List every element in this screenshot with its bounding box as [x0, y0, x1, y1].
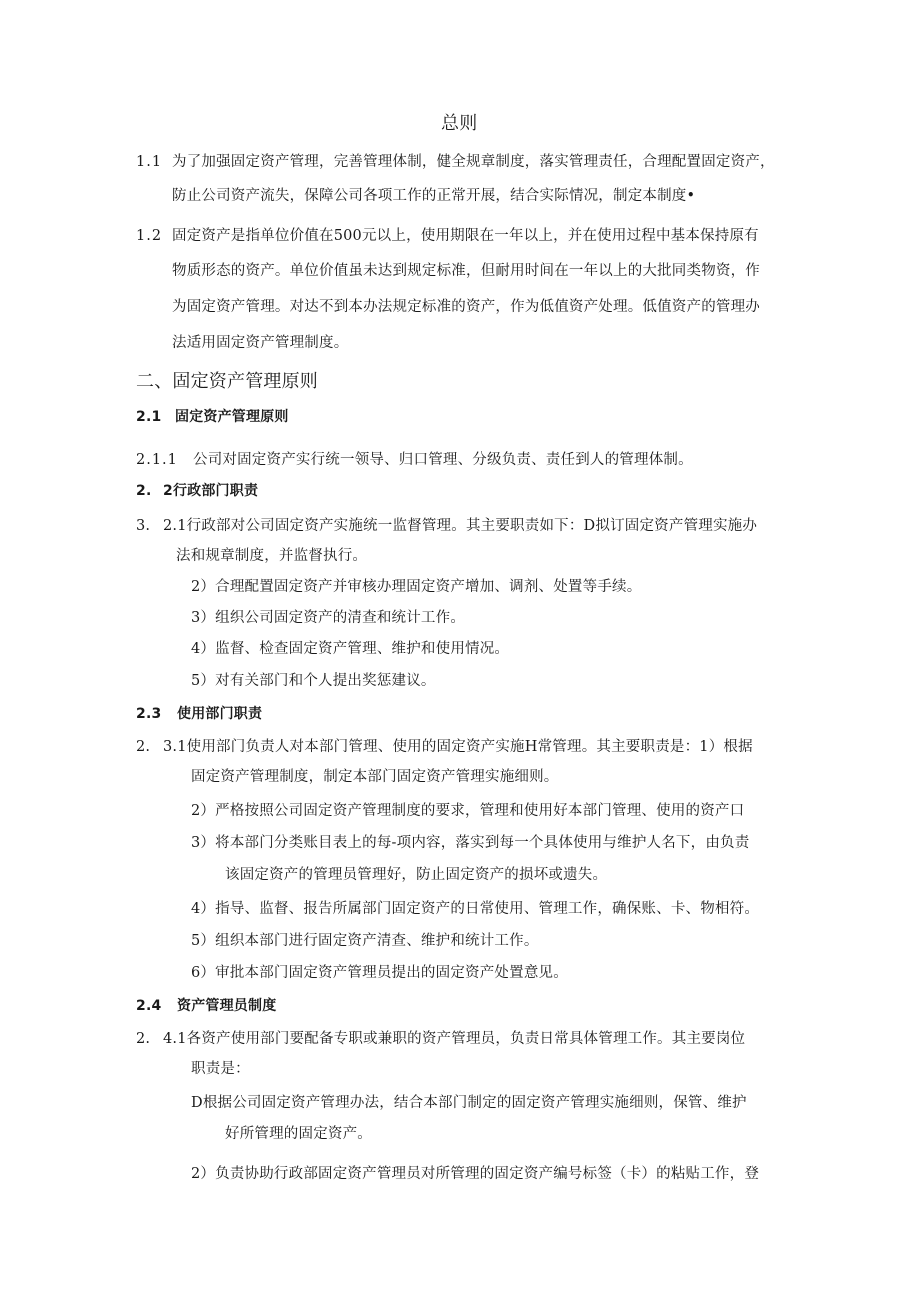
paragraph-line: 固定资产是指单位价值在500元以上，使用期限在一年以上，并在使用过程中基本保持原有: [172, 228, 759, 244]
paragraph-line: 物质形态的资产。单位价值虽未达到规定标准，但耐用时间在一年以上的大批同类物资，作: [172, 263, 760, 279]
list-item: 5）组织本部门进行固定资产清查、维护和统计工作。: [191, 933, 539, 949]
list-item: 4）监督、检查固定资产管理、维护和使用情况。: [191, 641, 510, 657]
list-item: 3）将本部门分类账目表上的每-项内容，落实到每一个具体使用与维护人名下，由负责: [191, 835, 750, 851]
list-item: 6）审批本部门固定资产管理员提出的固定资产处置意见。: [191, 965, 568, 981]
subsection-number: 2.1: [136, 409, 162, 425]
subsection-title: 使用部门职责: [177, 706, 263, 722]
list-item: 该固定资产的管理员管理好，防止固定资产的损坏或遗失。: [225, 867, 608, 883]
clause-number: 2.: [136, 739, 151, 755]
list-item: D根据公司固定资产管理办法，结合本部门制定的固定资产管理实施细则，保管、维护: [191, 1095, 747, 1111]
paragraph-line: 4.1各资产使用部门要配备专职或兼职的资产管理员，负责日常具体管理工作。其主要岗位: [163, 1031, 746, 1047]
subsection-title: 2行政部门职责: [163, 483, 259, 499]
paragraph-line: 为固定资产管理。对达不到本办法规定标准的资产，作为低值资产处理。低值资产的管理办: [172, 299, 760, 315]
paragraph-line: 职责是：: [191, 1061, 250, 1077]
clause-number: 3.: [136, 518, 151, 534]
clause-number: 2.: [136, 1031, 151, 1047]
list-item: 2）合理配置固定资产并审核办理固定资产增加、调剂、处置等手续。: [191, 579, 642, 595]
page-title: 总则: [441, 113, 478, 134]
list-item: 2）严格按照公司固定资产管理制度的要求，管理和使用好本部门管理、使用的资产口: [191, 803, 745, 819]
clause-number: 2.1.1: [136, 452, 178, 468]
list-item: 好所管理的固定资产。: [225, 1126, 372, 1142]
subsection-title: 资产管理员制度: [177, 998, 277, 1014]
list-item: 2）负责协助行政部固定资产管理员对所管理的固定资产编号标签（卡）的粘贴工作，登: [191, 1166, 760, 1182]
subsection-title: 固定资产管理原则: [175, 409, 289, 425]
paragraph-line: 法适用固定资产管理制度。: [172, 335, 349, 351]
paragraph-line: 为了加强固定资产管理，完善管理体制，健全规章制度，落实管理责任，合理配置固定资产，: [172, 154, 775, 170]
subsection-number: 2.4: [136, 998, 162, 1014]
subsection-number: 2.: [136, 483, 152, 499]
paragraph-line: 公司对固定资产实行统一领导、归口管理、分级负责、责任到人的管理体制。: [193, 452, 693, 468]
paragraph-line: 防止公司资产流失，保障公司各项工作的正常开展，结合实际情况，制定本制度•: [172, 188, 696, 204]
paragraph-line: 2.1行政部对公司固定资产实施统一监督管理。其主要职责如下：D拟订固定资产管理实施办: [163, 518, 758, 534]
list-item: 4）指导、监督、报告所属部门固定资产的日常使用、管理工作，确保账、卡、物相符。: [191, 901, 760, 917]
list-item: 5）对有关部门和个人提出奖惩建议。: [191, 673, 436, 689]
clause-number: 1.1: [136, 154, 163, 170]
subsection-number: 2.3: [136, 706, 162, 722]
paragraph-line: 3.1使用部门负责人对本部门管理、使用的固定资产实施H常管理。其主要职责是：1）根据: [163, 739, 753, 755]
section-heading: 二、固定资产管理原则: [136, 371, 318, 392]
paragraph-line: 法和规章制度，并监督执行。: [176, 548, 368, 564]
paragraph-line: 固定资产管理制度，制定本部门固定资产管理实施细则。: [191, 769, 559, 785]
clause-number: 1.2: [136, 228, 163, 244]
list-item: 3）组织公司固定资产的清查和统计工作。: [191, 610, 466, 626]
